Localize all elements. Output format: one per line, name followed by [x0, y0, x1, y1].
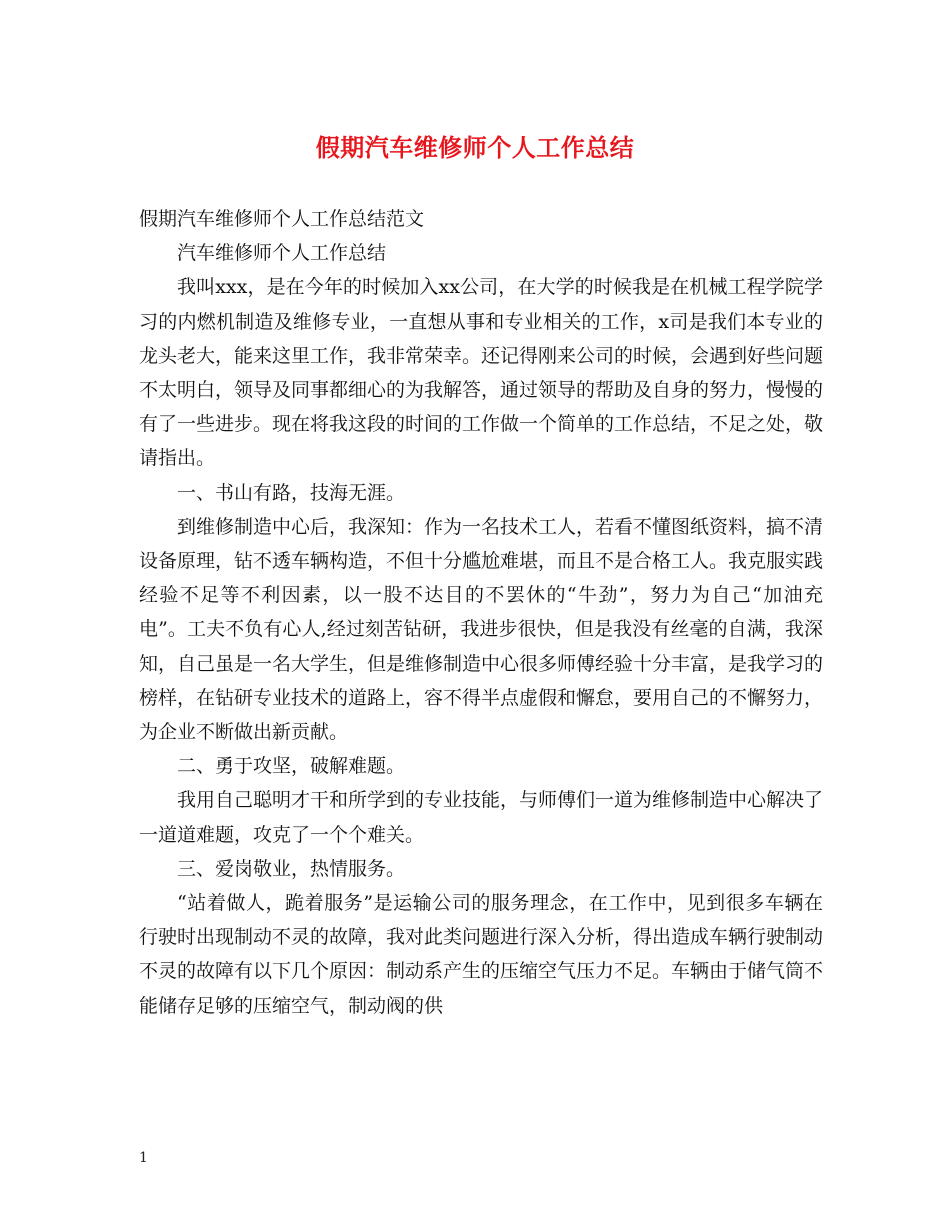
document-title: 假期汽车维修师个人工作总结: [315, 133, 635, 162]
paragraph-section-1: 到维修制造中心后，我深知：作为一名技术工人，若看不懂图纸资料，搞不清设备原理，钻不透车辆构造，不但十分尴尬难堪，而且不是合格工人。我克服实践经验不足等不利因素，以一股不达目的不罢休的“牛劲”，努力为自己“加油充电”。工夫不负有心人,经过刻苦钻研，我进步很快，但是我没有丝毫的自满，我深知，自己虽是一名大学生，但是维修制造中心很多师傅经验十分丰富，是我学习的榜样，在钻研专业技术的道路上，容不得半点虚假和懈怠，要用自己的不懈努力，为企业不断做出新贡献。: [139, 515, 824, 744]
section-heading-3: 三、爱岗敬业，热情服务。: [177, 857, 406, 880]
paragraph-heading: 汽车维修师个人工作总结: [177, 242, 387, 265]
document-body: [139, 202, 823, 1023]
paragraph-section-3: “站着做人，跪着服务”是运输公司的服务理念，在工作中，见到很多车辆在行驶时出现制动不灵的故障，我对此类问题进行深入分析，得出造成车辆行驶制动不灵的故障有以下几个原因：制动系产生的压缩空气压力不足。车辆由于储气筒不能储存足够的压缩空气，制动阀的供: [139, 892, 824, 1017]
paragraph-intro: 我叫xxx，是在今年的时候加入xx公司，在大学的时候我是在机械工程学院学习的内燃机制造及维修专业，一直想从事和专业相关的工作，x司是我们本专业的龙头老大，能来这里工作，我非常荣幸。还记得刚来公司的时候，会遇到好些问题不太明白，领导及同事都细心的为我解答，通过领导的帮助及自身的努力，慢慢的有了一些进步。现在将我这段的时间的工作做一个简单的工作总结，不足之处，敬请指出。: [139, 276, 824, 470]
section-heading-1: 一、书山有路，技海无涯。: [177, 481, 406, 504]
paragraph-section-2: 我用自己聪明才干和所学到的专业技能，与师傅们一道为维修制造中心解决了一道道难题，攻克了一个个难关。: [139, 789, 824, 846]
section-heading-2: 二、勇于攻坚，破解难题。: [177, 755, 406, 778]
paragraph-subtitle: 假期汽车维修师个人工作总结范文: [139, 208, 425, 230]
page-number: 1: [139, 1150, 148, 1166]
